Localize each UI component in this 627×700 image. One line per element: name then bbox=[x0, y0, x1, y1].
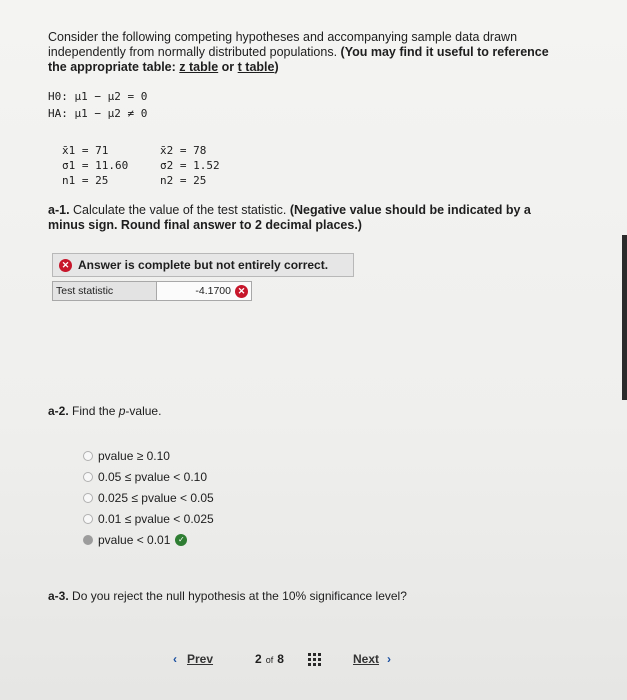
total-pages: 8 bbox=[277, 652, 284, 666]
incorrect-icon: ✕ bbox=[59, 259, 72, 272]
z-table-link[interactable]: z table bbox=[179, 60, 219, 74]
intro-or: or bbox=[221, 60, 235, 74]
question-navigation bbox=[173, 652, 433, 672]
grid-icon[interactable] bbox=[308, 653, 321, 666]
pvalue-option[interactable] bbox=[83, 508, 214, 529]
a3-text: Do you reject the null hypothesis at the 10% significance level? bbox=[72, 589, 407, 603]
question-a2 bbox=[48, 404, 161, 418]
sample-2-data bbox=[160, 143, 220, 188]
pvalue-options bbox=[83, 445, 214, 550]
next-button[interactable] bbox=[353, 652, 391, 666]
pvalue-option[interactable] bbox=[83, 445, 214, 466]
a1-text: Calculate the value of the test statistic. bbox=[73, 203, 287, 217]
alternative-hypothesis: HA: μ1 − μ2 ≠ 0 bbox=[48, 107, 148, 120]
hypotheses bbox=[48, 88, 147, 122]
intro-bold-text: (You may find it useful to reference the appropriate table: bbox=[48, 45, 549, 74]
answer-status-banner bbox=[52, 253, 354, 277]
pvalue-option-label: pvalue ≥ 0.10 bbox=[98, 448, 170, 463]
pvalue-option-label: 0.05 ≤ pvalue < 0.10 bbox=[98, 469, 208, 484]
a1-instructions: (Negative value should be indicated by a minus sign. Round final answer to 2 decimal places.) bbox=[48, 203, 531, 232]
radio-button[interactable] bbox=[83, 472, 93, 482]
sample-2-sigma: σ2 = 1.52 bbox=[160, 159, 220, 172]
chevron-left-icon: ‹ bbox=[173, 652, 177, 666]
sample-1-n: n1 = 25 bbox=[62, 174, 109, 187]
test-statistic-input[interactable] bbox=[157, 281, 252, 301]
pvalue-option-label: pvalue < 0.01 bbox=[98, 532, 171, 547]
pvalue-option-selected[interactable] bbox=[83, 529, 214, 550]
a2-italic-p: p bbox=[118, 404, 126, 418]
question-a1 bbox=[48, 203, 568, 233]
a2-number: a-2. bbox=[48, 404, 69, 418]
pvalue-option[interactable] bbox=[83, 466, 214, 487]
null-hypothesis: H0: μ1 − μ2 = 0 bbox=[48, 90, 148, 103]
answer-status-text: Answer is complete but not entirely correct. bbox=[78, 258, 329, 272]
sample-1-mean: x̄1 = 71 bbox=[62, 144, 109, 157]
pvalue-option-label: 0.01 ≤ pvalue < 0.025 bbox=[98, 511, 214, 526]
sample-2-mean: x̄2 = 78 bbox=[160, 144, 207, 157]
pvalue-option-label: 0.025 ≤ pvalue < 0.05 bbox=[98, 490, 214, 505]
prev-label: Prev bbox=[187, 652, 214, 666]
test-statistic-label: Test statistic bbox=[52, 281, 157, 301]
correct-check-icon: ✓ bbox=[175, 534, 187, 546]
window-edge-scrollbar[interactable] bbox=[622, 235, 627, 400]
pvalue-option[interactable] bbox=[83, 487, 214, 508]
sample-1-sigma: σ1 = 11.60 bbox=[62, 159, 129, 172]
page-of: of bbox=[265, 655, 274, 665]
intro-text: Consider the following competing hypotheses and accompanying sample data drawn independently from normally distributed populations. bbox=[48, 30, 518, 59]
test-statistic-row bbox=[52, 281, 252, 301]
chevron-right-icon: › bbox=[387, 652, 392, 666]
intro-close-paren: ) bbox=[274, 60, 279, 74]
page-indicator bbox=[255, 652, 284, 666]
question-a3 bbox=[48, 589, 407, 603]
prev-button[interactable] bbox=[173, 652, 213, 666]
a1-number: a-1. bbox=[48, 203, 70, 217]
a2-text-before: Find the bbox=[72, 404, 116, 418]
a3-number: a-3. bbox=[48, 589, 69, 603]
radio-button[interactable] bbox=[83, 451, 93, 461]
a2-text-after: -value. bbox=[125, 404, 162, 418]
sample-1-data bbox=[62, 143, 128, 188]
current-page: 2 bbox=[255, 652, 262, 666]
test-statistic-value: -4.1700 bbox=[195, 285, 231, 297]
radio-button[interactable] bbox=[83, 514, 93, 524]
radio-button-selected[interactable] bbox=[83, 535, 93, 545]
question-intro bbox=[48, 30, 568, 75]
incorrect-icon: ✕ bbox=[235, 285, 248, 298]
sample-2-n: n2 = 25 bbox=[160, 174, 207, 187]
t-table-link[interactable]: t table bbox=[237, 60, 275, 74]
next-label: Next bbox=[353, 652, 380, 666]
radio-button[interactable] bbox=[83, 493, 93, 503]
